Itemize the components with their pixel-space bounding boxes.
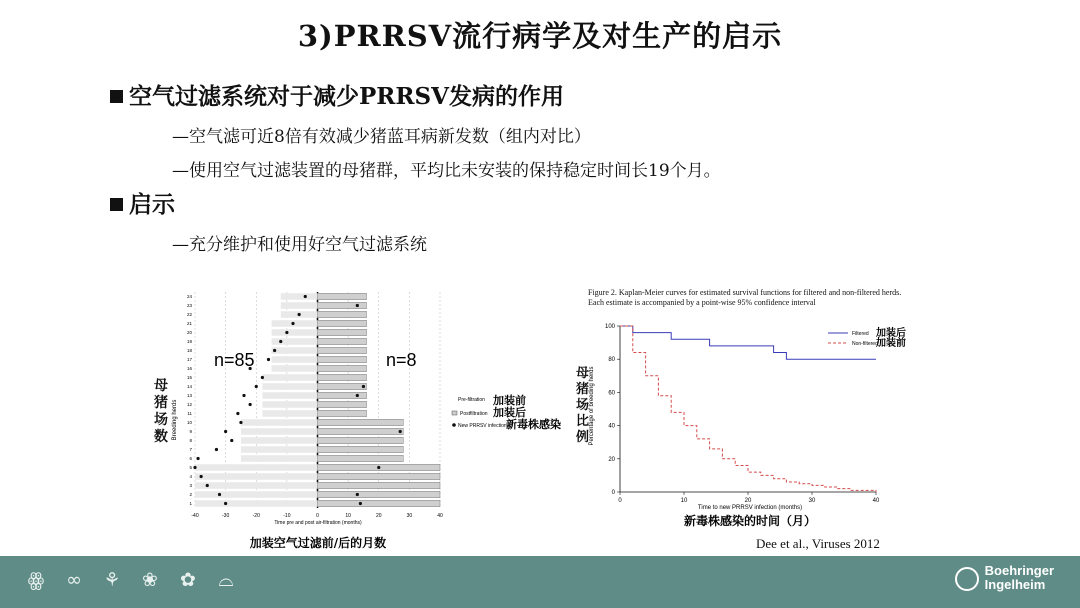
sub-point: —使用空气过滤装置的母猪群，平均比未安装的保持稳定时间长19个月。 xyxy=(172,161,721,181)
y-tick-label: 6 xyxy=(189,456,192,462)
post-filtration-bar xyxy=(318,293,367,299)
post-filtration-bar xyxy=(318,473,441,479)
post-filtration-bar xyxy=(318,446,404,452)
post-filtration-bar xyxy=(318,482,441,488)
y-tick-label: 100 xyxy=(604,324,615,330)
annotation-n85: n=85 xyxy=(214,350,255,370)
brand-logo xyxy=(985,564,1054,592)
post-filtration-bar xyxy=(318,365,367,371)
y-tick-label: 10 xyxy=(186,420,192,426)
infection-point xyxy=(215,448,218,451)
post-filtration-bar xyxy=(318,410,367,416)
post-filtration-bar xyxy=(318,338,367,344)
infection-point xyxy=(224,502,227,505)
y-tick-label: 19 xyxy=(186,339,192,345)
bullet-text: 空气过滤系统对于减少PRRSV发病的作用 xyxy=(129,83,564,110)
infection-point xyxy=(230,439,233,442)
legend-nonfiltered-cn: 加装前 xyxy=(876,338,906,349)
bullet-air-filtration xyxy=(110,78,564,111)
y-tick-label: 8 xyxy=(189,438,192,444)
infection-point xyxy=(224,430,227,433)
y-tick-label: 60 xyxy=(608,390,615,397)
brand-line1: Boehringer xyxy=(984,563,1054,578)
x-tick-label: 10 xyxy=(345,513,351,519)
footer-bar xyxy=(0,556,1080,608)
pre-filtration-bar xyxy=(281,293,318,299)
y-tick-label: 20 xyxy=(186,330,192,336)
y-tick-label: 21 xyxy=(186,321,192,327)
survival-curve xyxy=(620,326,876,359)
pre-filtration-bar xyxy=(241,455,318,461)
x-tick-label: 0 xyxy=(316,513,319,519)
infection-point xyxy=(291,322,294,325)
x-tick-label: 10 xyxy=(680,498,688,504)
y-tick-label: 11 xyxy=(187,411,192,417)
y-tick-label: 22 xyxy=(186,312,192,318)
pig-icon: ❀ xyxy=(142,569,158,591)
pre-filtration-bar xyxy=(195,482,318,488)
legend-post-swatch xyxy=(452,411,457,415)
y-tick-label: 5 xyxy=(189,465,192,471)
infection-point xyxy=(377,466,380,469)
legend-infection-cn: 新毒株感染 xyxy=(506,418,561,431)
bullet-square-icon xyxy=(110,198,123,211)
y-tick-label: 13 xyxy=(186,393,192,399)
y-tick-label: 20 xyxy=(608,456,615,463)
post-filtration-bar xyxy=(318,302,367,308)
y-tick-label: 18 xyxy=(186,348,192,354)
infection-point xyxy=(206,484,209,487)
post-filtration-bar xyxy=(318,455,404,461)
x-tick-label: 40 xyxy=(872,498,880,504)
pre-filtration-bar xyxy=(262,410,317,416)
x-tick-label: 0 xyxy=(618,498,622,504)
infection-point xyxy=(356,394,359,397)
x-tick-label: -10 xyxy=(283,513,291,519)
footer-icons xyxy=(24,569,238,591)
infection-point xyxy=(273,349,276,352)
y-axis-label: Breeding herds xyxy=(172,399,178,441)
bullet-insight xyxy=(110,186,175,219)
infection-point xyxy=(236,412,239,415)
infection-point xyxy=(196,457,199,460)
x-tick-label: 20 xyxy=(375,513,382,519)
y-tick-label: 17 xyxy=(186,357,192,363)
post-filtration-bar xyxy=(318,320,367,326)
x-tick-label: 30 xyxy=(406,513,413,519)
pre-filtration-bar xyxy=(195,464,318,470)
figure-caption: Figure 2. Kaplan-Meier curves for estimated survival functions for filtered and non-filtered herds. Each estimate is accompanied by a point-wise 95% confidence interval xyxy=(588,288,902,307)
pre-filtration-bar xyxy=(262,401,317,407)
pre-filtration-bar xyxy=(241,428,318,434)
infection-point xyxy=(362,385,365,388)
bullet-square-icon xyxy=(110,90,123,103)
legend-post: Postfiltration xyxy=(460,411,488,417)
post-filtration-bar xyxy=(318,311,367,317)
infection-point xyxy=(193,466,196,469)
post-filtration-bar xyxy=(318,374,367,380)
x-tick-label: 40 xyxy=(437,513,443,519)
legend-infection: New PRRSV infection xyxy=(458,423,507,429)
sub-point: —充分维护和使用好空气过滤系统 xyxy=(172,235,427,255)
infection-point xyxy=(267,358,270,361)
y-tick-label: 40 xyxy=(608,423,615,430)
y-tick-label: 23 xyxy=(186,303,192,309)
post-filtration-bar xyxy=(318,356,367,362)
post-filtration-bar xyxy=(318,392,367,398)
survival-curve xyxy=(620,326,876,492)
filtration-bar-chart xyxy=(140,280,580,552)
y-tick-label: 4 xyxy=(189,474,192,480)
infection-point xyxy=(356,493,359,496)
infection-point xyxy=(249,403,252,406)
post-filtration-bar xyxy=(318,383,367,389)
legend-filtered: Filtered xyxy=(852,331,869,337)
y-tick-label: 80 xyxy=(608,357,615,364)
annotation-n8: n=8 xyxy=(386,350,417,370)
x-axis-label-cn: 新毒株感染的时间（月） xyxy=(683,514,817,528)
sub-point: —空气滤可近8倍有效减少猪蓝耳病新发数（组内对比） xyxy=(172,127,591,147)
pre-filtration-bar xyxy=(241,419,318,425)
infection-point xyxy=(298,313,301,316)
pre-filtration-bar xyxy=(195,500,318,506)
pre-filtration-bar xyxy=(195,473,318,479)
post-filtration-bar xyxy=(318,401,367,407)
paw-icon: ✿ xyxy=(180,569,196,591)
shell-icon: ⌓ xyxy=(218,569,234,591)
y-axis-label-cn: 母猪场比例 xyxy=(576,366,590,445)
post-filtration-bar xyxy=(318,500,441,506)
infection-point xyxy=(218,493,221,496)
x-tick-label: 30 xyxy=(808,498,816,504)
pre-filtration-bar xyxy=(262,392,317,398)
legend-pre: Pre-filtration xyxy=(458,397,485,403)
y-axis-label-cn: 母猪场数 xyxy=(154,378,168,445)
x-axis-label: Time to new PRRSV infection (months) xyxy=(697,505,803,511)
pre-filtration-bar xyxy=(272,329,318,335)
legend-nonfiltered: Non-filtered xyxy=(852,341,878,347)
boehringer-logo-icon xyxy=(955,567,979,591)
bullet-text: 启示 xyxy=(129,191,175,218)
lungs-icon: ꙮ xyxy=(27,569,45,591)
x-axis-label: Time pre and post air-filtration (months) xyxy=(274,520,362,526)
y-tick-label: 16 xyxy=(186,366,192,372)
post-filtration-bar xyxy=(318,347,367,353)
infection-point xyxy=(285,331,288,334)
infection-point xyxy=(255,385,258,388)
post-filtration-bar xyxy=(318,437,404,443)
y-tick-label: 2 xyxy=(189,492,192,498)
pre-filtration-bar xyxy=(241,437,318,443)
legend-post-cn: 加装后 xyxy=(493,406,526,419)
pre-filtration-bar xyxy=(195,491,318,497)
y-tick-label: 14 xyxy=(186,384,192,390)
infection-point xyxy=(261,376,264,379)
x-tick-label: 20 xyxy=(744,498,752,504)
pre-filtration-bar xyxy=(262,383,317,389)
infection-point xyxy=(242,394,245,397)
x-axis-label-cn: 加装空气过滤前/后的月数 xyxy=(249,536,387,550)
legend-pre-cn: 加装前 xyxy=(493,394,526,407)
legend-filtered-cn: 加装后 xyxy=(876,328,906,339)
post-filtration-bar xyxy=(318,491,441,497)
pre-filtration-bar xyxy=(272,338,318,344)
post-filtration-bar xyxy=(318,329,367,335)
y-tick-label: 24 xyxy=(186,294,192,300)
y-tick-label: 0 xyxy=(611,490,615,496)
citation: Dee et al., Viruses 2012 xyxy=(756,536,880,551)
pre-filtration-bar xyxy=(241,446,318,452)
x-tick-label: -30 xyxy=(222,513,230,519)
infection-point xyxy=(399,430,402,433)
y-tick-label: 3 xyxy=(189,483,192,489)
pre-filtration-bar xyxy=(272,347,318,353)
infection-point xyxy=(200,475,203,478)
kaplan-meier-chart xyxy=(580,286,920,536)
infection-point xyxy=(239,421,242,424)
infection-point xyxy=(279,340,282,343)
x-tick-label: -20 xyxy=(252,513,260,519)
post-filtration-bar xyxy=(318,419,404,425)
pre-filtration-bar xyxy=(272,356,318,362)
plant-icon: ⚘ xyxy=(103,569,121,591)
page-title: 3)PRRSV流行病学及对生产的启示 xyxy=(297,19,783,53)
pre-filtration-bar xyxy=(272,365,318,371)
y-axis-label: Percentage of breeding herds xyxy=(589,366,595,446)
stomach-icon: ∞ xyxy=(66,569,82,591)
y-tick-label: 12 xyxy=(186,402,192,408)
pre-filtration-bar xyxy=(262,374,317,380)
y-tick-label: 9 xyxy=(189,429,192,435)
infection-point xyxy=(359,502,362,505)
pre-filtration-bar xyxy=(281,302,318,308)
post-filtration-bar xyxy=(318,428,404,434)
brand-line2: Ingelheim xyxy=(984,577,1046,592)
y-tick-label: 15 xyxy=(186,375,192,381)
x-tick-label: -40 xyxy=(191,513,199,519)
infection-point xyxy=(356,304,359,307)
legend-infection-marker xyxy=(452,423,456,427)
y-tick-label: 1 xyxy=(189,501,192,507)
y-tick-label: 7 xyxy=(189,447,192,453)
infection-point xyxy=(304,295,307,298)
